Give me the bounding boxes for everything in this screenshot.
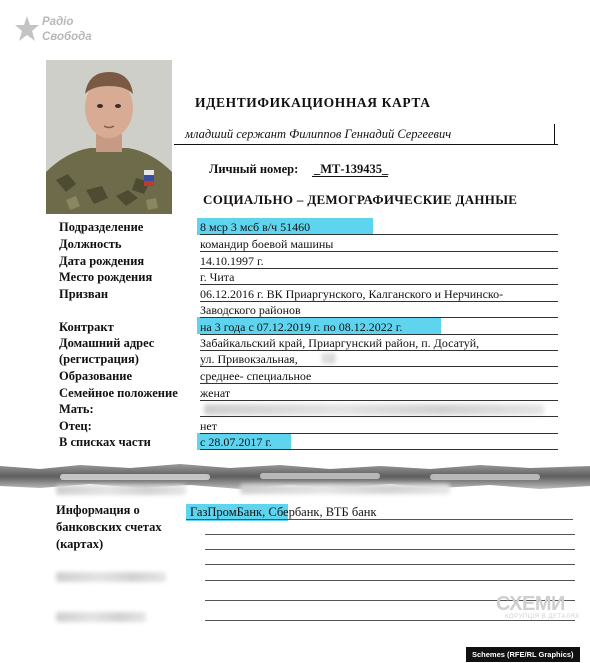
address-label-line-1: Домашний адрес (59, 336, 155, 350)
radio-svoboda-emblem-icon (14, 14, 40, 44)
logo-line-2: Свобода (42, 31, 92, 43)
redacted-row (56, 485, 186, 495)
unit-label: Подразделение (59, 220, 144, 234)
field-rule (200, 268, 558, 269)
name-line-end-tick (554, 124, 555, 144)
bank-label-line-2: банковских счетах (56, 520, 162, 534)
in-lists-label: В списках части (59, 435, 151, 449)
father-value: нет (200, 419, 217, 433)
field-rule (200, 284, 558, 285)
field-rule (200, 416, 558, 417)
birth-date-label: Дата рождения (59, 254, 145, 268)
contract-value: на 3 года с 07.12.2019 г. по 08.12.2022 г. (200, 320, 403, 334)
marital-status-label: Семейное положение (59, 386, 178, 400)
redacted-address-fragment (322, 353, 336, 364)
radio-svoboda-logo (14, 12, 124, 56)
address-value-line-2: ул. Привокзальная, (200, 352, 298, 366)
image-credit: Schemes (RFE/RL Graphics) (466, 647, 580, 662)
redacted-row (56, 572, 166, 582)
bank-label-line-1: Информация о (56, 503, 140, 517)
field-rule (200, 301, 558, 302)
marital-status-value: женат (200, 386, 231, 400)
field-rule (200, 400, 558, 401)
bank-rule (205, 534, 575, 535)
redacted-row (240, 484, 450, 494)
drafted-label: Призван (59, 287, 109, 301)
field-rule (200, 383, 558, 384)
bank-rule (205, 564, 575, 565)
redacted-mother-name (204, 404, 544, 415)
field-rule (200, 350, 558, 351)
address-value-line-1: Забайкальский край, Приаргунский район, п. Досатуй, (200, 336, 480, 350)
skhemy-watermark: СХЕМИ (496, 593, 565, 615)
bank-label-line-3: (картах) (56, 537, 104, 551)
drafted-value-line-2: Заводского районов (200, 303, 301, 317)
position-value: командир боевой машины (200, 237, 334, 251)
field-rule (200, 234, 558, 235)
education-label: Образование (59, 369, 133, 383)
redacted-row (56, 612, 146, 622)
bank-rule (205, 620, 575, 621)
section-title: СОЦИАЛЬНО – ДЕМОГРАФИЧЕСКИЕ ДАННЫЕ (203, 192, 518, 207)
personal-number-value: _МТ-139435_ (314, 162, 389, 176)
bank-rule (205, 580, 575, 581)
skhemy-tagline: КОРУПЦІЯ В ДЕТАЛЯХ (505, 614, 580, 620)
field-rule (200, 366, 558, 367)
birth-place-value: г. Чита (200, 270, 235, 284)
field-rule (200, 251, 558, 252)
soldier-photo (46, 60, 172, 214)
in-lists-value: с 28.07.2017 г. (200, 435, 272, 449)
field-rule (200, 334, 558, 335)
document-title: ИДЕНТИФИКАЦИОННАЯ КАРТА (195, 95, 431, 110)
position-label: Должность (59, 237, 122, 251)
personal-number-label: Личный номер: (209, 162, 299, 176)
unit-value: 8 мср 3 мсб в/ч 51460 (200, 220, 311, 234)
logo-text (42, 15, 92, 45)
soldier-name: младший сержант Филиппов Геннадий Сергеевич (185, 127, 452, 141)
drafted-value-line-1: 06.12.2016 г. ВК Приаргунского, Калганского и Нерчинско- (200, 287, 504, 301)
field-rule (200, 317, 558, 318)
birth-place-label: Место рождения (59, 270, 153, 284)
birth-date-value: 14.10.1997 г. (200, 254, 264, 268)
field-rule (200, 433, 558, 434)
bank-value (190, 505, 377, 520)
personal-number-underline (312, 176, 388, 177)
mother-label: Мать: (59, 402, 94, 416)
bank-value-rest: Сбербанк, ВТБ банк (265, 505, 377, 519)
contract-label: Контракт (59, 320, 114, 334)
bank-rule (186, 519, 573, 520)
father-label: Отец: (59, 419, 92, 433)
field-rule (200, 449, 558, 450)
bank-rule (205, 549, 575, 550)
address-label-line-2: (регистрация) (59, 352, 139, 366)
bank-value-highlighted: ГазПромБанк, (190, 505, 266, 519)
logo-line-1: Радіо (42, 16, 74, 28)
education-value: среднее- специальное (200, 369, 312, 383)
